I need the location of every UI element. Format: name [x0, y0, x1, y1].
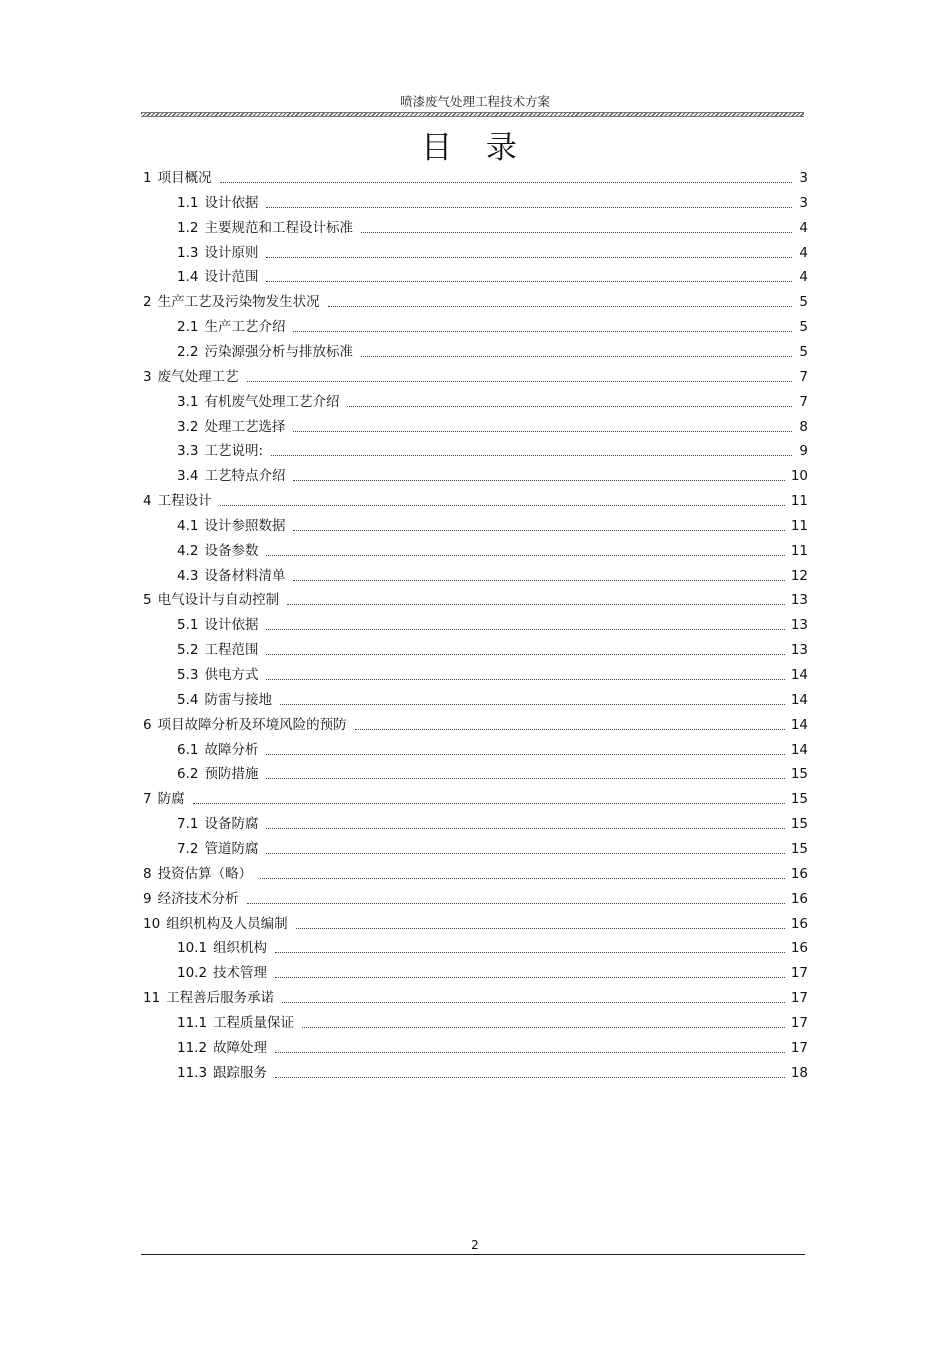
toc-entry-number: 2.2 [177, 343, 199, 360]
toc-entry-label: 生产工艺及污染物发生状况 [157, 294, 320, 311]
toc-entry[interactable] [177, 189, 808, 211]
toc-entry-number: 5.4 [177, 691, 199, 708]
toc-leader-dots [302, 1026, 785, 1028]
toc-entry-number: 1.4 [177, 269, 199, 286]
toc-leader-dots [247, 902, 785, 904]
toc-entry-label: 项目概况 [157, 170, 212, 186]
toc-entry-label: 工程善后服务承诺 [166, 990, 275, 1007]
toc-entry-number: 7.1 [177, 816, 199, 833]
toc-entry-number: 4 [143, 493, 152, 510]
toc-entry-number: 4.2 [177, 542, 199, 559]
toc-entry-number: 3.3 [177, 443, 199, 460]
toc-entry-number: 5.3 [177, 667, 199, 683]
toc-leader-dots [266, 628, 784, 630]
toc-entry-label: 故障处理 [213, 1039, 268, 1056]
toc-entry-number: 4.1 [177, 517, 199, 534]
toc-entry[interactable] [177, 562, 808, 584]
toc-entry-page: 3 [799, 194, 808, 211]
toc-entry[interactable] [143, 487, 808, 509]
toc-leader-dots [293, 529, 784, 531]
toc-entry-page: 13 [790, 617, 808, 634]
toc-entry-number: 3.4 [177, 468, 199, 485]
toc-entry-page: 13 [790, 592, 808, 609]
toc-entry[interactable] [177, 437, 808, 459]
toc-entry-number: 4.3 [177, 567, 199, 584]
toc-leader-dots [293, 330, 792, 332]
toc-entry-number: 5.1 [177, 617, 199, 634]
toc-entry[interactable] [177, 1034, 808, 1056]
toc-entry[interactable] [143, 984, 808, 1006]
toc-entry[interactable] [177, 214, 808, 236]
toc-entry-page: 16 [790, 865, 808, 882]
toc-entry-number: 11.3 [177, 1064, 208, 1081]
toc-entry-number: 6 [143, 716, 152, 733]
toc-entry[interactable] [177, 934, 808, 956]
toc-leader-dots [266, 256, 792, 258]
toc-entry-label: 设计依据 [204, 617, 259, 634]
toc-leader-dots [266, 852, 784, 854]
toc-entry-label: 废气处理工艺 [157, 368, 239, 385]
toc-leader-dots [271, 454, 792, 456]
toc-entry-page: 16 [790, 915, 808, 932]
toc-leader-dots [220, 504, 785, 506]
toc-entry-page: 9 [799, 443, 808, 460]
toc-entry[interactable] [177, 760, 808, 782]
toc-entry-label: 设计依据 [204, 194, 259, 211]
toc-entry-number: 1.3 [177, 244, 199, 261]
toc-entry-page: 17 [790, 990, 808, 1007]
toc-entry-page: 15 [790, 766, 808, 783]
toc-entry-number: 5 [143, 592, 152, 609]
toc-leader-dots [328, 305, 792, 307]
toc-entry-number: 11.1 [177, 1014, 208, 1031]
toc-entry-label: 主要规范和工程设计标准 [204, 219, 353, 236]
toc-entry-page: 16 [790, 890, 808, 907]
toc-entry[interactable] [177, 686, 808, 708]
toc-entry-label: 项目故障分析及环境风险的预防 [157, 716, 347, 733]
toc-leader-dots [247, 380, 792, 382]
toc-entry-page: 5 [799, 343, 808, 360]
toc-entry[interactable] [143, 711, 808, 733]
toc-entry-label: 故障分析 [204, 741, 259, 758]
toc-entry-number: 5.2 [177, 642, 199, 659]
toc-entry-page: 15 [790, 791, 808, 808]
toc-entry-label: 经济技术分析 [157, 890, 239, 907]
toc-entry-label: 组织机构 [213, 940, 268, 957]
toc-entry-page: 11 [790, 542, 808, 559]
toc-entry-label: 组织机构及人员编制 [166, 915, 288, 932]
toc-entry-page: 4 [799, 244, 808, 261]
toc-entry[interactable] [177, 512, 808, 534]
toc-entry-label: 生产工艺介绍 [204, 319, 286, 336]
toc-entry-page: 7 [799, 393, 808, 410]
toc-leader-dots [266, 653, 784, 655]
toc-entry[interactable] [143, 363, 808, 385]
page-title: 目 录 [421, 130, 529, 166]
toc-entry-page: 17 [790, 965, 808, 982]
toc-entry-label: 处理工艺选择 [204, 418, 286, 435]
toc-entry[interactable] [177, 313, 808, 335]
toc-entry[interactable] [143, 860, 808, 882]
toc-entry-page: 3 [799, 170, 808, 186]
toc-entry[interactable] [177, 736, 808, 758]
toc-entry[interactable] [143, 586, 808, 608]
toc-entry[interactable] [177, 1059, 808, 1081]
toc-entry-label: 防雷与接地 [204, 691, 272, 708]
toc-leader-dots [293, 430, 792, 432]
toc-entry-number: 3.1 [177, 393, 199, 410]
toc-entry-page: 17 [790, 1039, 808, 1056]
toc-leader-dots [361, 355, 792, 357]
toc-entry[interactable] [177, 611, 808, 633]
toc-entry[interactable] [177, 263, 808, 285]
toc-entry-number: 2.1 [177, 319, 199, 336]
toc-entry-page: 7 [799, 368, 808, 385]
toc-entry-number: 7 [143, 791, 152, 808]
toc-entry[interactable] [177, 835, 808, 857]
toc-entry[interactable] [143, 910, 808, 932]
footer-divider [141, 1254, 805, 1255]
toc-entry-number: 1.1 [177, 194, 199, 211]
toc-entry-page: 18 [790, 1064, 808, 1081]
toc-entry-page: 15 [790, 816, 808, 833]
toc-entry-number: 10 [143, 915, 161, 932]
toc-entry[interactable] [177, 462, 808, 484]
toc-entry-page: 5 [799, 319, 808, 336]
toc-entry-label: 跟踪服务 [213, 1064, 268, 1081]
toc-leader-dots [266, 753, 784, 755]
toc-entry-label: 工程设计 [157, 493, 212, 510]
toc-entry-label: 电气设计与自动控制 [157, 592, 280, 609]
toc-entry[interactable] [143, 288, 808, 310]
toc-entry-page: 5 [799, 294, 808, 311]
toc-entry-number: 11.2 [177, 1039, 208, 1056]
toc-leader-dots [266, 678, 784, 680]
toc-entry-number: 2 [143, 294, 152, 311]
toc-leader-dots [275, 951, 785, 953]
toc-entry-number: 10.2 [177, 965, 208, 982]
toc-leader-dots [260, 877, 785, 879]
toc-leader-dots [293, 479, 784, 481]
toc-leader-dots [282, 1001, 785, 1003]
toc-entry-page: 8 [799, 418, 808, 435]
toc-leader-dots [275, 1076, 785, 1078]
toc-entry-label: 管道防腐 [204, 840, 259, 857]
toc-entry[interactable] [177, 959, 808, 981]
toc-entry-label: 工艺特点介绍 [204, 468, 286, 485]
toc-entry-label: 污染源强分析与排放标准 [204, 343, 353, 360]
toc-entry-number: 9 [143, 890, 152, 907]
toc-entry[interactable] [143, 785, 808, 807]
toc-entry[interactable] [177, 636, 808, 658]
toc-entry[interactable] [177, 413, 808, 435]
toc-entry-page: 16 [790, 940, 808, 957]
toc-entry[interactable] [177, 388, 808, 410]
toc-entry-number: 1 [143, 170, 152, 186]
toc-entry[interactable] [143, 885, 808, 907]
toc-entry-label: 设备材料清单 [204, 567, 286, 584]
toc-entry-number: 3 [143, 368, 152, 385]
toc-entry-label: 防腐 [157, 791, 185, 808]
toc-entry-page: 14 [790, 716, 808, 733]
toc-entry-page: 17 [790, 1014, 808, 1031]
toc-entry-number: 8 [143, 865, 152, 882]
toc-entry[interactable] [143, 164, 808, 186]
toc-leader-dots [296, 927, 785, 929]
toc-entry-number: 1.2 [177, 219, 199, 236]
toc-leader-dots [361, 231, 792, 233]
toc-entry-page: 14 [790, 667, 808, 683]
running-header: 喷漆废气处理工程技术方案 [399, 94, 550, 109]
toc-entry-page: 4 [799, 219, 808, 236]
toc-entry-label: 工程质量保证 [213, 1014, 295, 1031]
toc-leader-dots [275, 976, 785, 978]
toc-leader-dots [355, 728, 785, 730]
toc-entry-label: 设计范围 [204, 269, 259, 286]
toc-entry-label: 有机废气处理工艺介绍 [204, 393, 340, 410]
toc-entry-page: 10 [790, 468, 808, 485]
toc-entry-page: 12 [790, 567, 808, 584]
toc-entry-page: 11 [790, 517, 808, 534]
toc-entry-number: 11 [143, 990, 161, 1007]
toc-leader-dots [280, 703, 785, 705]
toc-entry-page: 15 [790, 840, 808, 857]
toc-entry-page: 13 [790, 642, 808, 659]
toc-entry-number: 10.1 [177, 940, 208, 957]
toc-entry[interactable] [177, 239, 808, 261]
toc-entry-number: 6.1 [177, 741, 199, 758]
toc-leader-dots [293, 579, 784, 581]
toc-entry-label: 设计原则 [204, 244, 259, 261]
toc-entry-label: 投资估算（略） [157, 865, 253, 882]
toc-entry-page: 14 [790, 741, 808, 758]
toc-entry-page: 4 [799, 269, 808, 286]
toc-leader-dots [193, 802, 785, 804]
toc-entry-label: 预防措施 [204, 766, 259, 783]
toc-entry-label: 设备参数 [204, 542, 259, 559]
toc-leader-dots [266, 554, 784, 556]
toc-entry[interactable] [177, 810, 808, 832]
toc-entry-page: 14 [790, 691, 808, 708]
toc-entry[interactable] [177, 1009, 808, 1031]
toc-entry-page: 11 [790, 493, 808, 510]
toc-leader-dots [275, 1051, 785, 1053]
toc-entry-number: 6.2 [177, 766, 199, 783]
toc-leader-dots [220, 181, 792, 183]
toc-entry-label: 供电方式 [204, 667, 259, 683]
toc-leader-dots [266, 777, 784, 779]
toc-entry-label: 设备防腐 [204, 816, 259, 833]
toc-entry[interactable] [177, 661, 808, 683]
toc-leader-dots [287, 603, 785, 605]
toc-leader-dots [266, 206, 792, 208]
toc-entry-label: 技术管理 [213, 965, 268, 982]
toc-entry-number: 7.2 [177, 840, 199, 857]
toc-entry-label: 设计参照数据 [204, 517, 286, 534]
toc-entry-number: 3.2 [177, 418, 199, 435]
toc-entry-label: 工程范围 [204, 642, 259, 659]
toc-entry[interactable] [177, 338, 808, 360]
toc-entry[interactable] [177, 537, 808, 559]
toc-leader-dots [266, 827, 784, 829]
header-divider [141, 112, 804, 117]
toc-leader-dots [347, 405, 792, 407]
page-number: 2 [471, 1238, 479, 1252]
toc-leader-dots [266, 280, 792, 282]
toc-entry-label: 工艺说明: [204, 443, 264, 460]
